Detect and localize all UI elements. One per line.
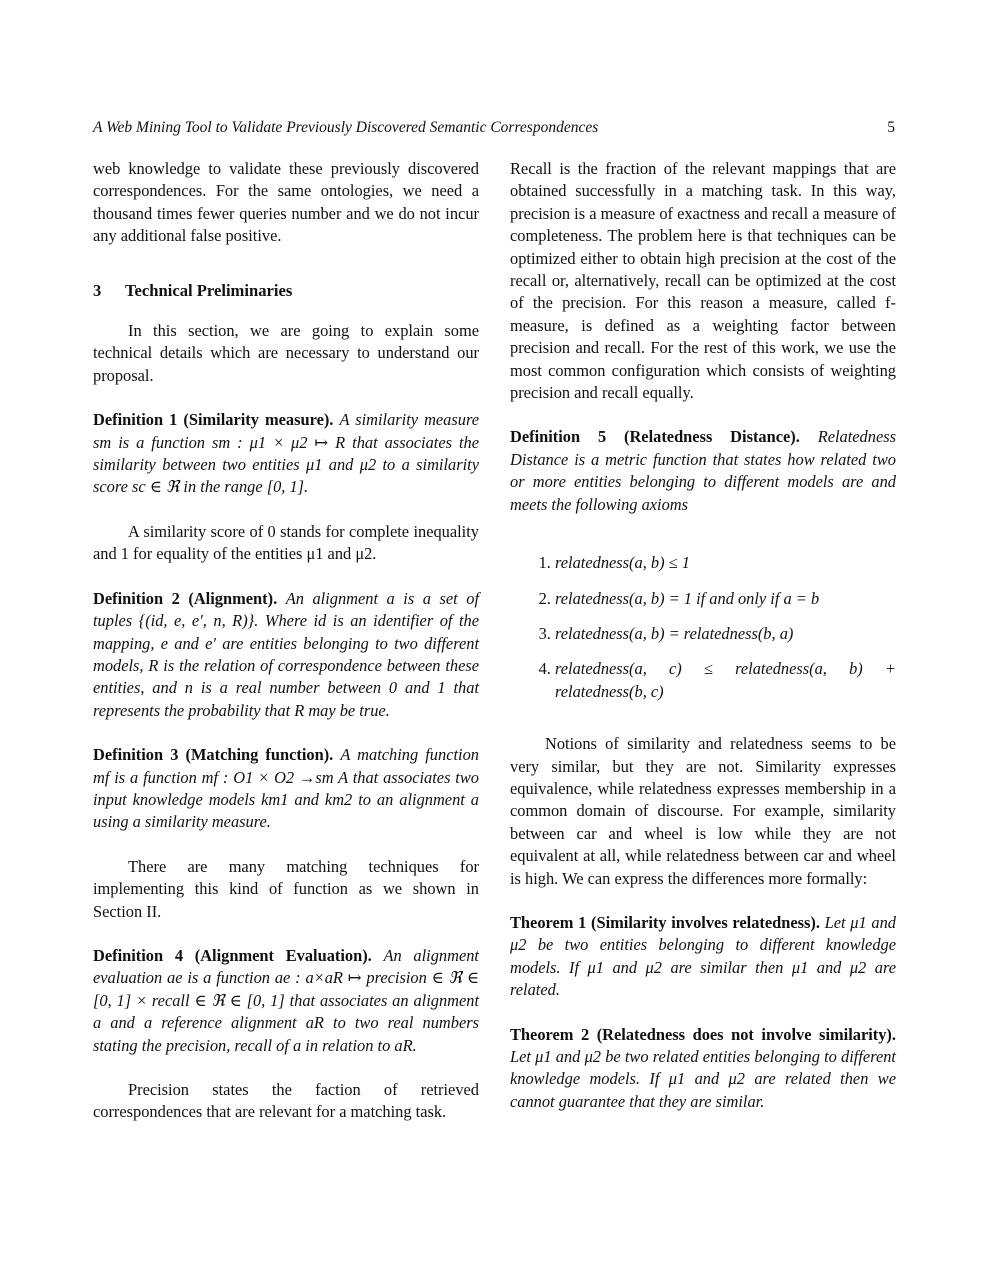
theorem-1 xyxy=(510,912,896,1002)
definition-3-body: A matching function mf is a function mf : O1 × O2 →sm A that associates two input knowledge models km1 and km2 to an alignment a using a similarity measure. xyxy=(93,745,479,832)
theorem-2 xyxy=(510,1024,896,1114)
axiom-item: 3. relatedness(a, b) = relatedness(b, a) xyxy=(555,623,896,645)
running-header xyxy=(93,119,895,141)
paragraph-recall: Recall is the fraction of the relevant mappings that are obtained successfully in a matching task. In this way, precision is a measure of exactness and recall a measure of completeness. The problem here is that techniques can be optimized either to obtain high precision at the cost of the recall or, alternatively, recall can be optimized at the cost of the precision. For this reason a measure, called f-measure, is defined as a weighting factor between precision and recall. For the rest of this work, we use the most common configuration which consists of weighting precision and recall equally. xyxy=(510,159,896,403)
definition-4 xyxy=(93,945,479,1057)
paragraph-similarity-score: A similarity score of 0 stands for complete inequality and 1 for equality of the entities μ1 and μ2. xyxy=(93,521,479,564)
paragraph-notions: Notions of similarity and relatedness seems to be very similar, but they are not. Similarity expresses equivalence, while relatedness expresses membership in a common domain of discourse. For example, similarity between car and wheel is low while they are not equivalent at all, while relatedness between car and wheel is high. We can express the differences more formally: xyxy=(510,734,896,888)
definition-1 xyxy=(93,409,479,499)
paragraph-matching-techniques: There are many matching techniques for implementing this kind of function as we shown in Section II. xyxy=(93,856,479,921)
paragraph-precision: Precision states the faction of retrieved correspondences that are relevant for a matching task. xyxy=(93,1080,479,1122)
definition-3 xyxy=(93,744,479,834)
definition-1-head: Definition 1 (Similarity measure). xyxy=(93,410,334,430)
axiom-item: 1. relatedness(a, b) ≤ 1 xyxy=(555,552,896,574)
definition-5-head: Definition 5 (Relatedness Distance). xyxy=(510,427,800,447)
definition-4-body: An alignment evaluation ae is a function ae : a×aR ↦ precision ∈ ℜ ∈ [0, 1] × recall ∈ ℜ ∈ [0, 1] that associates an alignment a and a reference alignment aR to two real numbers stating the precision, recall of a in relation to aR. xyxy=(93,945,479,1055)
section-number: 3 xyxy=(93,280,102,300)
definition-2 xyxy=(93,588,479,722)
running-title: A Web Mining Tool to Validate Previously Discovered Semantic Correspondences xyxy=(93,119,599,136)
section-title: Technical Preliminaries xyxy=(125,280,293,300)
definition-2-head: Definition 2 (Alignment). xyxy=(93,588,278,608)
theorem-2-body: Let μ1 and μ2 be two related entities belonging to different knowledge models. If μ1 and μ2 are related then we cannot guarantee that they are similar. xyxy=(510,1047,896,1111)
definition-2-body: An alignment a is a set of tuples {(id, e, e′, n, R)}. Where id is an identifier of the mapping, e and e′ are entities belonging to two different models, R is the relation of correspondence between these entities, and n is a real number between 0 and 1 that represents the probability that R may be true. xyxy=(93,588,479,720)
axiom-item: 2. relatedness(a, b) = 1 if and only if a = b xyxy=(555,588,896,610)
definition-4-head: Definition 4 (Alignment Evaluation). xyxy=(93,945,372,965)
right-column xyxy=(510,158,896,1113)
section-heading xyxy=(93,280,479,302)
definition-5 xyxy=(510,426,896,516)
axiom-list xyxy=(510,552,896,703)
left-column xyxy=(93,158,479,1124)
theorem-1-body: Let μ1 and μ2 be two entities belonging to different knowledge models. If μ1 and μ2 are similar then μ1 and μ2 are related. xyxy=(510,912,896,1000)
theorem-1-head: Theorem 1 (Similarity involves relatedness). xyxy=(510,912,820,932)
page-number: 5 xyxy=(887,119,895,136)
axiom-item: 4. relatedness(a, c) ≤ relatedness(a, b) + relatedness(b, c) xyxy=(555,658,896,703)
definition-3-head: Definition 3 (Matching function). xyxy=(93,745,334,765)
definition-1-body: A similarity measure sm is a function sm : μ1 × μ2 ↦ R that associates the similarity between two entities μ1 and μ2 to a similarity score sc ∈ ℜ in the range [0, 1]. xyxy=(93,410,479,497)
paragraph-intro: web knowledge to validate these previously discovered correspondences. For the same ontologies, we need a thousand times fewer queries number and we do not incur any additional false positive. xyxy=(93,159,479,246)
definition-5-body: Relatedness Distance is a metric function that states how related two or more entities belonging to different models are and meets the following axioms xyxy=(510,427,896,514)
theorem-2-head: Theorem 2 (Relatedness does not involve similarity). xyxy=(510,1024,896,1044)
paragraph-section-intro: In this section, we are going to explain some technical details which are necessary to understand our proposal. xyxy=(93,321,479,385)
